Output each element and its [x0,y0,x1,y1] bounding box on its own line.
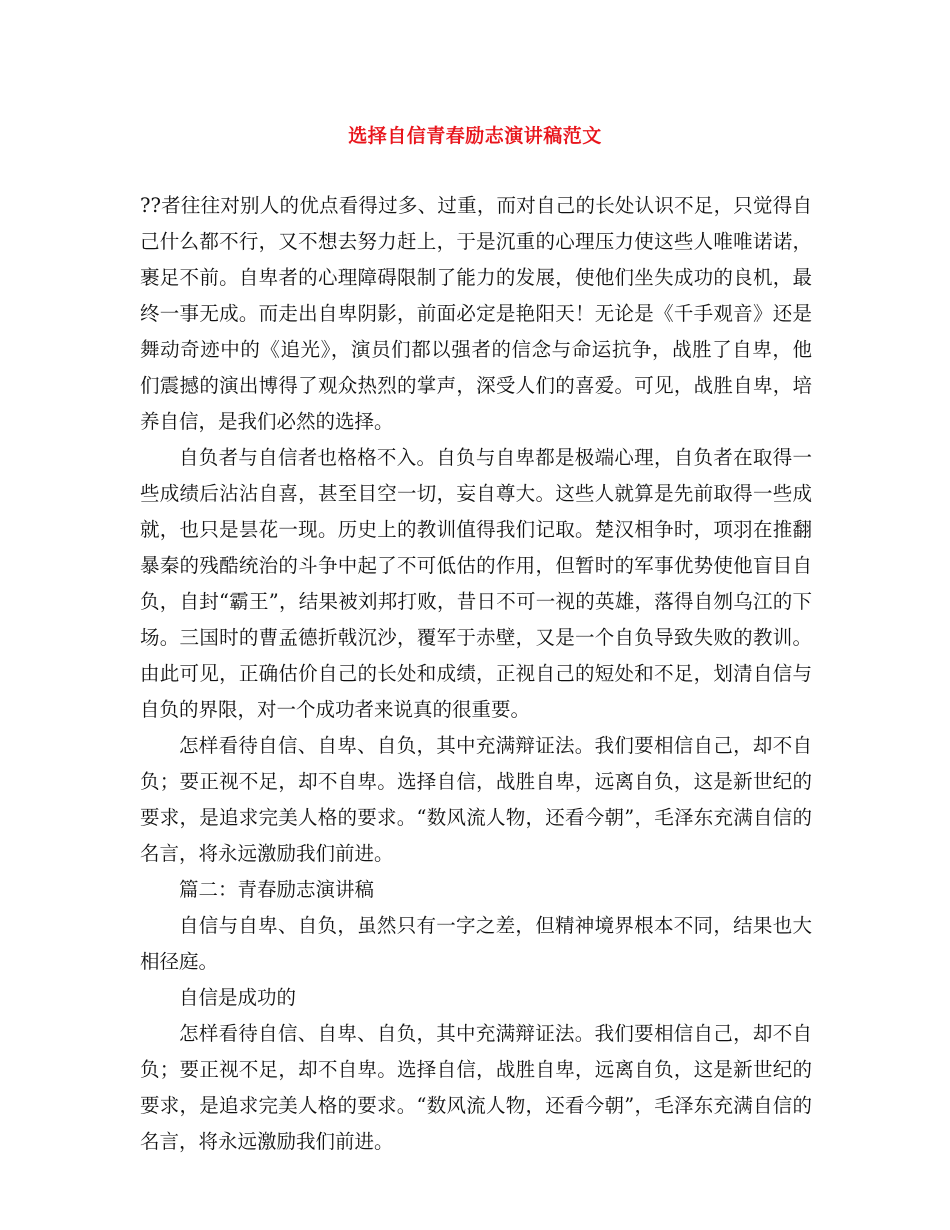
paragraph-6: 怎样看待自信、自卑、自负，其中充满辩证法。我们要相信自己，却不自负；要正视不足，却不自卑。选择自信，战胜自卑，远离自负，这是新世纪的要求，是追求完美人格的要求。“数风流人物，还看今朝”，毛泽东充满自信的名言，将永远激励我们前进。 [140,1022,812,1153]
paragraph-1: ??者往往对别人的优点看得过多、过重，而对自己的长处认识不足，只觉得自己什么都不行，又不想去努力赶上，于是沉重的心理压力使这些人唯唯诺诺，裹足不前。自卑者的心理障碍限制了能力的发展，使他们坐失成功的良机，最终一事无成。而走出自卑阴影，前面必定是艳阳天！无论是《千手观音》还是舞动奇迹中的《追光》，演员们都以强者的信念与命运抗争，战胜了自卑，他们震撼的演出博得了观众热烈的掌声，深受人们的喜爱。可见，战胜自卑，培养自信，是我们必然的选择。 [140,194,812,433]
paragraph-3: 怎样看待自信、自卑、自负，其中充满辩证法。我们要相信自己，却不自负；要正视不足，却不自卑。选择自信，战胜自卑，远离自负，这是新世纪的要求，是追求完美人格的要求。“数风流人物，还看今朝”，毛泽东充满自信的名言，将永远激励我们前进。 [140,734,812,865]
paragraph-2: 自负者与自信者也格格不入。自负与自卑都是极端心理，自负者在取得一些成绩后沾沾自喜，甚至目空一切，妄自尊大。这些人就算是先前取得一些成就，也只是昙花一现。历史上的教训值得我们记取。楚汉相争时，项羽在推翻暴秦的残酷统治的斗争中起了不可低估的作用，但暂时的军事优势使他盲目自负，自封“霸王”，结果被刘邦打败，昔日不可一视的英雄，落得自刎乌江的下场。三国时的曹孟德折戟沉沙，覆军于赤壁，又是一个自负导致失败的教训。由此可见，正确估价自己的长处和成绩，正视自己的短处和不足，划清自信与自负的界限，对一个成功者来说真的很重要。 [140,446,812,721]
paragraph-4: 自信与自卑、自负，虽然只有一字之差，但精神境界根本不同，结果也大相径庭。 [140,914,812,973]
section-heading: 篇二：青春励志演讲稿 [179,878,375,901]
document-title: 选择自信青春励志演讲稿范文 [348,125,602,147]
document-body [140,188,812,1160]
paragraph-5: 自信是成功的 [179,986,297,1009]
